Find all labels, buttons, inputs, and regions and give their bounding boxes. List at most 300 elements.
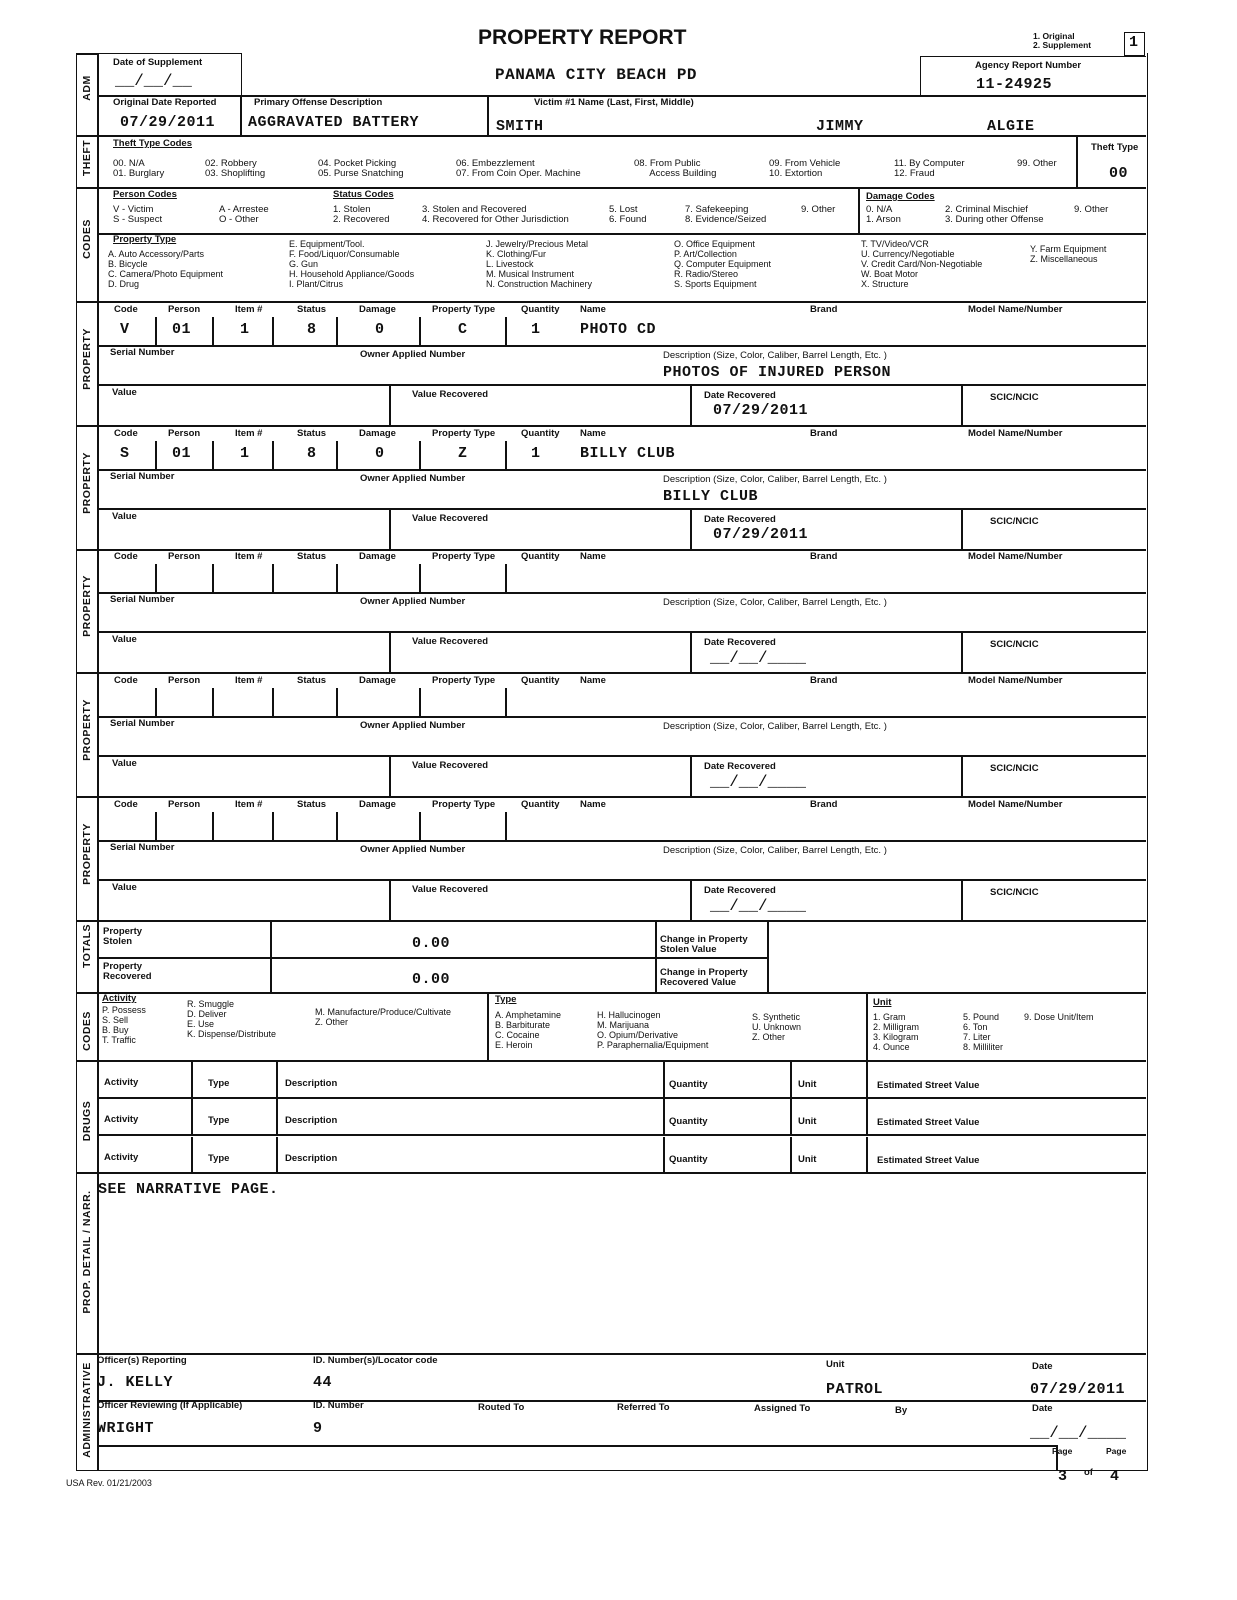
row-divider — [97, 716, 1146, 718]
column-divider — [191, 1062, 193, 1097]
description-label: Description (Size, Color, Caliber, Barrel Length, Etc. ) — [663, 845, 887, 856]
property-status-label: Status — [297, 428, 327, 439]
property-name-value: BILLY CLUB — [580, 445, 676, 462]
drug-type-label: Type — [208, 1078, 230, 1089]
property-code-value: S — [120, 445, 130, 462]
property-recovered-value: 0.00 — [412, 971, 451, 988]
drug-unit-label: Unit — [798, 1079, 817, 1090]
date2-label: Date — [1032, 1403, 1053, 1414]
column-divider — [336, 688, 338, 716]
property-item-label: Item # — [235, 675, 263, 686]
property-stolen-value: 0.00 — [412, 935, 451, 952]
column-divider — [212, 564, 214, 592]
block-divider — [76, 920, 1146, 922]
unit-label: Unit — [826, 1359, 845, 1370]
drug-codes-section-label: CODES — [81, 1011, 93, 1051]
drug-description-label: Description — [285, 1153, 338, 1164]
property-quantity-label: Quantity — [521, 675, 560, 686]
theft-codes-col4: 06. Embezzlement 07. From Coin Oper. Machine — [456, 158, 581, 180]
property-model-label: Model Name/Number — [968, 799, 1063, 810]
victim-name-label: Victim #1 Name (Last, First, Middle) — [534, 97, 694, 108]
column-divider — [505, 317, 507, 345]
property-item-value: 1 — [240, 445, 250, 462]
agency-report-number: 11-24925 — [976, 76, 1053, 93]
page-number: 3 — [1058, 1468, 1068, 1485]
row-divider — [97, 469, 1146, 471]
column-divider — [272, 441, 274, 469]
column-divider — [336, 812, 338, 840]
property-quantity-value: 1 — [531, 321, 541, 338]
date-recovered-value: __/__/____ — [710, 773, 807, 791]
block-divider — [76, 672, 1146, 674]
theft-codes-col7: 11. By Computer 12. Fraud — [894, 158, 965, 180]
column-divider — [663, 1099, 665, 1134]
property-property-type-label: Property Type — [432, 304, 496, 315]
property-model-label: Model Name/Number — [968, 304, 1063, 315]
drug-quantity-label: Quantity — [669, 1079, 708, 1090]
date-of-supplement-value: __/__/__ — [115, 72, 192, 90]
theft-codes-col3: 04. Pocket Picking 05. Purse Snatching — [318, 158, 404, 180]
owner-applied-number-label: Owner Applied Number — [360, 596, 466, 607]
row-divider — [97, 508, 1146, 510]
pages-label: Page — [1106, 1446, 1127, 1456]
row-divider — [97, 592, 1146, 594]
serial-number-label: Serial Number — [110, 471, 175, 482]
form-frame — [76, 53, 1148, 1471]
property-type-col6: Y. Farm Equipment Z. Miscellaneous — [1030, 244, 1107, 264]
scic-ncic-label: SCIC/NCIC — [990, 763, 1039, 774]
date-recovered-label: Date Recovered — [704, 885, 776, 896]
drug-type-title: Type — [495, 994, 517, 1005]
drug-unit-label: Unit — [798, 1154, 817, 1165]
serial-number-label: Serial Number — [110, 347, 175, 358]
victim-first-name: JIMMY — [816, 118, 864, 135]
scic-ncic-label: SCIC/NCIC — [990, 392, 1039, 403]
property-model-label: Model Name/Number — [968, 675, 1063, 686]
property-item-value: 1 — [240, 321, 250, 338]
date-recovered-value: 07/29/2011 — [713, 402, 809, 419]
id-number-label: ID. Number — [313, 1400, 364, 1411]
column-divider — [419, 564, 421, 592]
column-divider — [690, 384, 692, 425]
original-date-label: Original Date Reported — [113, 97, 217, 108]
property-type-col5: T. TV/Video/VCR U. Currency/Negotiable V. Credit Card/Non-Negotiable W. Boat Motor X. Structure — [861, 239, 983, 289]
property-damage-value: 0 — [375, 321, 385, 338]
description-label: Description (Size, Color, Caliber, Barrel Length, Etc. ) — [663, 350, 887, 361]
property-section-label: PROPERTY — [81, 823, 93, 885]
original-date-value: 07/29/2011 — [120, 114, 216, 131]
value-recovered-label: Value Recovered — [412, 884, 489, 895]
officer-reviewing-label: Officer Reviewing (If Applicable) — [97, 1400, 243, 1411]
column-divider — [272, 564, 274, 592]
change-stolen-label: Change in Property Stolen Value — [660, 934, 748, 956]
theft-type-label: Theft Type — [1091, 142, 1139, 153]
narrative-section-label: PROP. DETAIL / NARR. — [81, 1190, 93, 1314]
property-code-label: Code — [114, 304, 138, 315]
drug-activity-label: Activity — [104, 1114, 139, 1125]
primary-offense-value: AGGRAVATED BATTERY — [248, 114, 420, 131]
copy-type-value: 1 — [1129, 34, 1139, 51]
property-name-label: Name — [580, 799, 606, 810]
activity-codes-col2: R. Smuggle D. Deliver E. Use K. Dispense/Distribute — [187, 999, 277, 1039]
block-divider — [76, 796, 1146, 798]
officer-reporting-value: J. KELLY — [97, 1374, 174, 1391]
column-divider — [419, 688, 421, 716]
property-quantity-label: Quantity — [521, 799, 560, 810]
adm-section-label: ADM — [81, 75, 93, 101]
column-divider — [961, 879, 963, 920]
column-divider — [155, 317, 157, 345]
property-property-type-label: Property Type — [432, 799, 496, 810]
property-type-title: Property Type — [113, 234, 177, 245]
drug-quantity-label: Quantity — [669, 1154, 708, 1165]
totals-section-label: TOTALS — [81, 923, 93, 969]
property-type-col3: J. Jewelry/Precious Metal K. Clothing/Fur L. Livestock M. Musical Instrument N. Construction Machinery — [486, 239, 593, 289]
column-divider — [790, 1099, 792, 1134]
person-codes-title: Person Codes — [113, 189, 177, 200]
property-code-label: Code — [114, 428, 138, 439]
theft-section-label: THEFT — [81, 139, 93, 177]
column-divider — [276, 1137, 278, 1172]
property-property-type-label: Property Type — [432, 428, 496, 439]
value-label: Value — [112, 758, 137, 769]
activity-codes-title: Activity — [102, 993, 137, 1004]
property-name-label: Name — [580, 304, 606, 315]
column-divider — [419, 812, 421, 840]
column-divider — [272, 317, 274, 345]
date-value: 07/29/2011 — [1030, 1381, 1126, 1398]
value-label: Value — [112, 511, 137, 522]
codes-section-label: CODES — [81, 219, 93, 259]
column-divider — [663, 1137, 665, 1172]
value-recovered-label: Value Recovered — [412, 636, 489, 647]
drug-description-label: Description — [285, 1078, 338, 1089]
property-status-label: Status — [297, 675, 327, 686]
unit-codes-col2: 5. Pound 6. Ton 7. Liter 8. Milliliter — [963, 1012, 1004, 1052]
column-divider — [690, 508, 692, 549]
property-status-label: Status — [297, 551, 327, 562]
property-person-label: Person — [168, 799, 201, 810]
administrative-section-label: ADMINISTRATIVE — [81, 1362, 93, 1458]
property-item-label: Item # — [235, 551, 263, 562]
property-description-value: PHOTOS OF INJURED PERSON — [663, 364, 892, 381]
damage-codes-title: Damage Codes — [866, 191, 935, 202]
property-damage-label: Damage — [359, 551, 396, 562]
column-divider — [505, 564, 507, 592]
column-divider — [191, 1137, 193, 1172]
property-quantity-label: Quantity — [521, 551, 560, 562]
property-item-label: Item # — [235, 799, 263, 810]
description-label: Description (Size, Color, Caliber, Barrel Length, Etc. ) — [663, 721, 887, 732]
theft-codes-col6: 09. From Vehicle 10. Extortion — [769, 158, 841, 180]
property-person-label: Person — [168, 428, 201, 439]
column-divider — [961, 384, 963, 425]
property-code-label: Code — [114, 675, 138, 686]
column-divider — [336, 317, 338, 345]
status-codes-col3: 5. Lost 6. Found — [609, 204, 647, 226]
property-name-value: PHOTO CD — [580, 321, 657, 338]
block-divider — [76, 425, 1146, 427]
damage-codes-col1: 0. N/A 1. Arson — [866, 204, 901, 226]
column-divider — [790, 1137, 792, 1172]
status-codes-col1: 1. Stolen 2. Recovered — [333, 204, 390, 226]
row-divider — [97, 840, 1146, 842]
owner-applied-number-label: Owner Applied Number — [360, 349, 466, 360]
column-divider — [389, 879, 391, 920]
property-item-label: Item # — [235, 304, 263, 315]
column-divider — [276, 1099, 278, 1134]
unit-codes-col3: 9. Dose Unit/Item — [1024, 1012, 1094, 1022]
value-label: Value — [112, 882, 137, 893]
property-property-type-value: C — [458, 321, 468, 338]
damage-codes-col3: 9. Other — [1074, 204, 1109, 215]
unit-value: PATROL — [826, 1381, 884, 1398]
victim-middle-name: ALGIE — [987, 118, 1035, 135]
theft-codes-col1: 00. N/A 01. Burglary — [113, 158, 165, 180]
column-divider — [690, 631, 692, 672]
property-property-type-label: Property Type — [432, 675, 496, 686]
property-person-label: Person — [168, 675, 201, 686]
property-brand-label: Brand — [810, 799, 838, 810]
property-property-type-label: Property Type — [432, 551, 496, 562]
property-name-label: Name — [580, 551, 606, 562]
column-divider — [336, 564, 338, 592]
officer-reporting-label: Officer(s) Reporting — [97, 1355, 187, 1366]
property-model-label: Model Name/Number — [968, 551, 1063, 562]
revision-footer: USA Rev. 01/21/2003 — [66, 1478, 152, 1488]
narrative-text: SEE NARRATIVE PAGE. — [98, 1181, 279, 1198]
property-brand-label: Brand — [810, 675, 838, 686]
unit-codes-title: Unit — [873, 997, 892, 1008]
row-divider — [97, 631, 1146, 633]
status-codes-col5: 9. Other — [801, 204, 836, 215]
property-section-label: PROPERTY — [81, 328, 93, 390]
drug-type-label: Type — [208, 1115, 230, 1126]
property-code-label: Code — [114, 551, 138, 562]
property-quantity-value: 1 — [531, 445, 541, 462]
theft-type-value: 00 — [1109, 165, 1129, 182]
row-divider — [97, 1134, 1146, 1136]
row-divider — [97, 1097, 1146, 1099]
damage-codes-col2: 2. Criminal Mischief 3. During other Offense — [945, 204, 1044, 226]
column-divider — [212, 317, 214, 345]
activity-codes-col1: P. Possess S. Sell B. Buy T. Traffic — [102, 1005, 146, 1045]
property-section-label: PROPERTY — [81, 575, 93, 637]
property-model-label: Model Name/Number — [968, 428, 1063, 439]
value-label: Value — [112, 634, 137, 645]
drug-quantity-label: Quantity — [669, 1116, 708, 1127]
agency-report-number-label: Agency Report Number — [975, 60, 1082, 71]
column-divider — [961, 755, 963, 796]
property-quantity-label: Quantity — [521, 304, 560, 315]
column-divider — [272, 812, 274, 840]
property-damage-label: Damage — [359, 675, 396, 686]
activity-codes-col3: M. Manufacture/Produce/Cultivate Z. Other — [315, 1007, 452, 1027]
column-divider — [212, 441, 214, 469]
drug-street-value-label: Estimated Street Value — [877, 1117, 980, 1128]
description-label: Description (Size, Color, Caliber, Barrel Length, Etc. ) — [663, 474, 887, 485]
column-divider — [155, 812, 157, 840]
column-divider — [389, 631, 391, 672]
drugs-section-label: DRUGS — [81, 1100, 93, 1142]
property-type-col1: A. Auto Accessory/Parts B. Bicycle C. Camera/Photo Equipment D. Drug — [108, 249, 224, 289]
routed-to-label: Routed To — [478, 1402, 525, 1413]
property-code-value: V — [120, 321, 130, 338]
id-number-value: 9 — [313, 1420, 323, 1437]
property-brand-label: Brand — [810, 304, 838, 315]
property-damage-label: Damage — [359, 304, 396, 315]
date-recovered-value: __/__/____ — [710, 897, 807, 915]
scic-ncic-label: SCIC/NCIC — [990, 516, 1039, 527]
date2-value: __/__/____ — [1030, 1424, 1127, 1442]
owner-applied-number-label: Owner Applied Number — [360, 720, 466, 731]
theft-codes-title: Theft Type Codes — [113, 138, 192, 149]
date-recovered-label: Date Recovered — [704, 761, 776, 772]
row-divider — [97, 384, 1146, 386]
copy-type-legend: 1. Original 2. Supplement — [1033, 31, 1092, 51]
date-recovered-label: Date Recovered — [704, 390, 776, 401]
property-damage-label: Damage — [359, 799, 396, 810]
id-locator-label: ID. Number(s)/Locator code — [313, 1355, 438, 1366]
owner-applied-number-label: Owner Applied Number — [360, 844, 466, 855]
row-divider — [97, 345, 1146, 347]
value-recovered-label: Value Recovered — [412, 389, 489, 400]
description-label: Description (Size, Color, Caliber, Barrel Length, Etc. ) — [663, 597, 887, 608]
column-divider — [663, 1062, 665, 1097]
property-person-label: Person — [168, 551, 201, 562]
property-code-label: Code — [114, 799, 138, 810]
status-codes-col2: 3. Stolen and Recovered 4. Recovered for Other Jurisdiction — [422, 204, 569, 226]
serial-number-label: Serial Number — [110, 594, 175, 605]
page-total: 4 — [1110, 1468, 1120, 1485]
unit-codes-col1: 1. Gram 2. Milligram 3. Kilogram 4. Ounce — [873, 1012, 920, 1052]
value-label: Value — [112, 387, 137, 398]
property-item-label: Item # — [235, 428, 263, 439]
page-of: of — [1084, 1467, 1093, 1478]
property-person-value: 01 — [172, 321, 192, 338]
date-recovered-label: Date Recovered — [704, 637, 776, 648]
drug-type-col2: H. Hallucinogen M. Marijuana O. Opium/Derivative P. Paraphernalia/Equipment — [597, 1010, 709, 1050]
column-divider — [866, 1137, 868, 1172]
property-section-label: PROPERTY — [81, 699, 93, 761]
theft-codes-col2: 02. Robbery 03. Shoplifting — [205, 158, 266, 180]
status-codes-col4: 7. Safekeeping 8. Evidence/Seized — [685, 204, 767, 226]
by-label: By — [895, 1405, 908, 1416]
owner-applied-number-label: Owner Applied Number — [360, 473, 466, 484]
drug-unit-label: Unit — [798, 1116, 817, 1127]
column-divider — [272, 688, 274, 716]
date-recovered-value: __/__/____ — [710, 649, 807, 667]
scic-ncic-label: SCIC/NCIC — [990, 639, 1039, 650]
scic-ncic-label: SCIC/NCIC — [990, 887, 1039, 898]
page-label: Page — [1052, 1446, 1073, 1456]
column-divider — [336, 441, 338, 469]
drug-activity-label: Activity — [104, 1152, 139, 1163]
change-recovered-label: Change in Property Recovered Value — [660, 967, 748, 989]
row-divider — [97, 755, 1146, 757]
property-recovered-label: Property Recovered — [103, 961, 152, 983]
primary-offense-label: Primary Offense Description — [254, 97, 383, 108]
column-divider — [155, 441, 157, 469]
property-type-col2: E. Equipment/Tool. F. Food/Liquor/Consumable G. Gun H. Household Appliance/Goods I. Plant/Citrus — [289, 239, 415, 289]
column-divider — [790, 1062, 792, 1097]
person-codes-col1: V - Victim S - Suspect — [113, 204, 163, 226]
date-recovered-value: 07/29/2011 — [713, 526, 809, 543]
agency-name: PANAMA CITY BEACH PD — [495, 66, 698, 84]
property-description-value: BILLY CLUB — [663, 488, 759, 505]
column-divider — [505, 688, 507, 716]
value-recovered-label: Value Recovered — [412, 760, 489, 771]
column-divider — [505, 441, 507, 469]
column-divider — [690, 755, 692, 796]
column-divider — [191, 1099, 193, 1134]
column-divider — [505, 812, 507, 840]
referred-to-label: Referred To — [617, 1402, 670, 1413]
date-of-supplement-label: Date of Supplement — [113, 57, 203, 68]
id-locator-value: 44 — [313, 1374, 333, 1391]
report-title: PROPERTY REPORT — [478, 26, 687, 49]
drug-activity-label: Activity — [104, 1077, 139, 1088]
column-divider — [690, 879, 692, 920]
property-status-label: Status — [297, 799, 327, 810]
property-name-label: Name — [580, 428, 606, 439]
theft-codes-col5: 08. From Public Access Building — [634, 158, 717, 180]
column-divider — [419, 441, 421, 469]
column-divider — [276, 1062, 278, 1097]
column-divider — [212, 812, 214, 840]
property-stolen-label: Property Stolen — [103, 926, 143, 948]
drug-type-col1: A. Amphetamine B. Barbiturate C. Cocaine E. Heroin — [495, 1010, 562, 1050]
status-codes-title: Status Codes — [333, 189, 394, 200]
value-recovered-label: Value Recovered — [412, 513, 489, 524]
property-quantity-label: Quantity — [521, 428, 560, 439]
drug-description-label: Description — [285, 1115, 338, 1126]
column-divider — [866, 1099, 868, 1134]
property-person-value: 01 — [172, 445, 192, 462]
property-property-type-value: Z — [458, 445, 468, 462]
property-status-label: Status — [297, 304, 327, 315]
serial-number-label: Serial Number — [110, 842, 175, 853]
person-codes-col2: A - Arrestee O - Other — [219, 204, 269, 226]
column-divider — [866, 1062, 868, 1097]
property-person-label: Person — [168, 304, 201, 315]
property-name-label: Name — [580, 675, 606, 686]
property-brand-label: Brand — [810, 428, 838, 439]
column-divider — [419, 317, 421, 345]
drug-street-value-label: Estimated Street Value — [877, 1080, 980, 1091]
column-divider — [961, 631, 963, 672]
column-divider — [961, 508, 963, 549]
property-status-value: 8 — [307, 445, 317, 462]
date-recovered-label: Date Recovered — [704, 514, 776, 525]
serial-number-label: Serial Number — [110, 718, 175, 729]
column-divider — [389, 755, 391, 796]
theft-codes-col8: 99. Other — [1017, 158, 1057, 169]
column-divider — [155, 688, 157, 716]
property-brand-label: Brand — [810, 551, 838, 562]
victim-last-name: SMITH — [496, 118, 544, 135]
column-divider — [389, 508, 391, 549]
column-divider — [155, 564, 157, 592]
property-section-label: PROPERTY — [81, 452, 93, 514]
column-divider — [212, 688, 214, 716]
date-label: Date — [1032, 1361, 1053, 1372]
property-type-col4: O. Office Equipment P. Art/Collection Q. Computer Equipment R. Radio/Stereo S. Sports Equipment — [674, 239, 772, 289]
assigned-to-label: Assigned To — [754, 1403, 811, 1414]
officer-reviewing-value: WRIGHT — [97, 1420, 155, 1437]
drug-type-label: Type — [208, 1153, 230, 1164]
drug-street-value-label: Estimated Street Value — [877, 1155, 980, 1166]
